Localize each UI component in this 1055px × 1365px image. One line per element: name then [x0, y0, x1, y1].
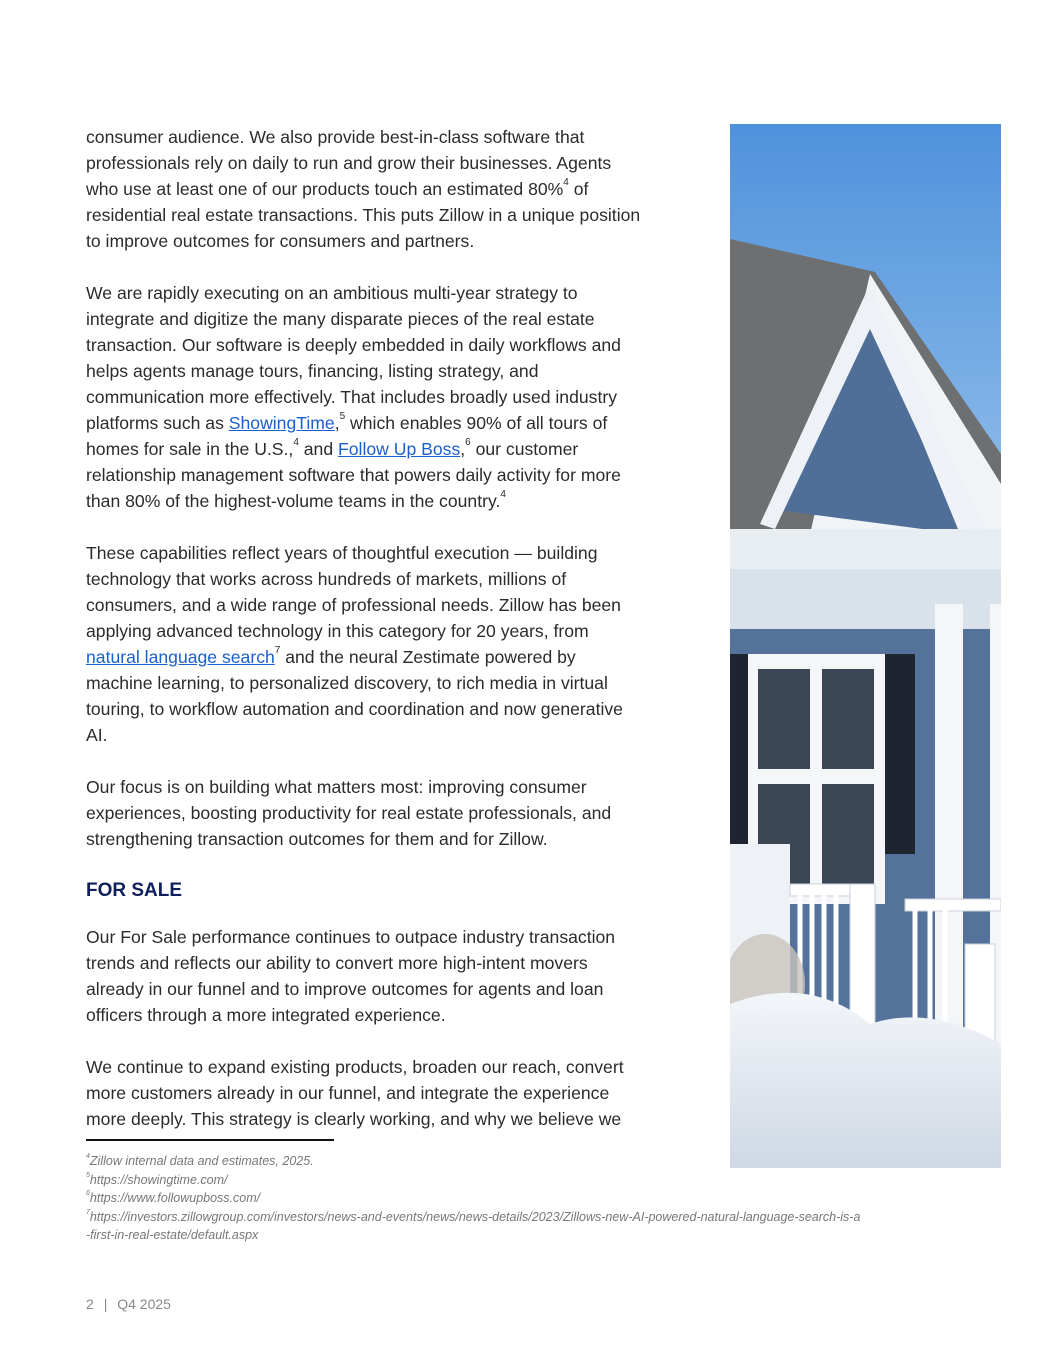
footnote-ref: 5 [339, 411, 346, 422]
text-line [86, 306, 706, 332]
footnote-text[interactable]: https://investors.zillowgroup.com/investors/news-and-events/news/news-details/2023/Zillows-new-AI-powered-natural-language-search-is-a [89, 1209, 861, 1224]
footnote-ref: 4 [563, 177, 569, 188]
footnote-ref: 6 [465, 437, 471, 448]
footnote [86, 1189, 860, 1208]
text-line [86, 1002, 706, 1028]
footnote-ref: 4 [500, 489, 506, 500]
text-line [86, 592, 706, 618]
page-footer [86, 1296, 171, 1312]
text-run: Our For Sale performance continues to outpace industry transaction [86, 927, 616, 947]
text-line [86, 436, 706, 462]
footnote-number: 7 [86, 1208, 90, 1216]
footnote-number: 6 [86, 1190, 90, 1197]
text-line [86, 540, 706, 566]
text-line [86, 176, 706, 202]
footnote-divider [86, 1139, 334, 1141]
text-run: of [568, 179, 589, 199]
text-run: professionals rely on daily to run and grow their businesses. Agents [86, 153, 612, 173]
text-run: who use at least one of our products touch an estimated 80% [86, 179, 564, 199]
paragraph-gap [86, 748, 706, 774]
text-line [86, 410, 706, 436]
report-period: Q4 2025 [117, 1296, 171, 1312]
text-line [86, 332, 706, 358]
text-run: , [334, 413, 340, 433]
paragraph-gap [86, 1028, 706, 1054]
text-run: We are rapidly executing on an ambitious multi-year strategy to [86, 283, 578, 303]
text-line [86, 976, 706, 1002]
footnote-ref: 7 [274, 645, 281, 656]
footnote-text: Zillow internal data and estimates, 2025. [89, 1154, 314, 1168]
footnote-text[interactable]: -first-in-real-estate/default.aspx [86, 1228, 259, 1242]
text-line [86, 774, 706, 800]
text-line [86, 488, 706, 514]
text-run: technology that works across hundreds of markets, millions of [86, 569, 567, 589]
text-line [86, 384, 706, 410]
text-run: residential real estate transactions. This puts Zillow in a unique position [86, 205, 641, 225]
text-run: machine learning, to personalized discovery, to rich media in virtual [86, 673, 608, 693]
footnote-text[interactable]: https://showingtime.com/ [89, 1172, 228, 1187]
text-run: We continue to expand existing products, broaden our reach, convert [86, 1057, 624, 1077]
text-run: trends and reflects our ability to convert more high-intent movers [86, 953, 588, 973]
paragraph [86, 1054, 706, 1132]
footer-separator: | [103, 1296, 108, 1312]
paragraph [86, 540, 706, 748]
inline-link[interactable]: natural language search [86, 647, 275, 667]
text-line [86, 826, 706, 852]
paragraph-gap [86, 514, 706, 540]
text-run: integrate and digitize the many disparate pieces of the real estate [86, 309, 595, 329]
section-heading: FOR SALE [86, 880, 183, 901]
text-run: Our focus is on building what matters most: improving consumer [86, 777, 587, 797]
footnote [86, 1226, 860, 1245]
text-line [86, 800, 706, 826]
text-line [86, 644, 706, 670]
paragraph [86, 924, 706, 1028]
text-line [86, 618, 706, 644]
text-line [86, 696, 706, 722]
text-run: relationship management software that powers daily activity for more [86, 465, 621, 485]
footnote [86, 1208, 860, 1227]
text-run: touring, to workflow automation and coordination and now generative [86, 699, 623, 719]
paragraph [86, 280, 706, 514]
page-number: 2 [86, 1296, 94, 1312]
text-run: , [460, 439, 466, 459]
text-run: and the neural Zestimate powered by [280, 647, 576, 667]
text-line [86, 202, 706, 228]
inline-link[interactable]: Follow Up Boss [338, 439, 461, 459]
paragraph-gap [86, 254, 706, 280]
text-run: than 80% of the highest-volume teams in the country. [86, 491, 501, 511]
text-run: These capabilities reflect years of thoughtful execution — building [86, 543, 598, 563]
text-run: to improve outcomes for consumers and partners. [86, 231, 475, 251]
body-text [86, 124, 706, 1132]
inline-link[interactable]: ShowingTime [228, 413, 335, 433]
text-run: experiences, boosting productivity for real estate professionals, and [86, 803, 612, 823]
house-photo [730, 124, 1001, 1168]
text-run: applying advanced technology in this category for 20 years, from [86, 621, 589, 641]
footnote-number: 4 [86, 1153, 90, 1160]
text-line [86, 1054, 706, 1080]
text-run: transaction. Our software is deeply embedded in daily workflows and [86, 335, 621, 355]
text-line [86, 670, 706, 696]
paragraph [86, 774, 706, 852]
text-line [86, 1106, 706, 1132]
text-run: and [298, 439, 339, 459]
text-line [86, 950, 706, 976]
text-line [86, 924, 706, 950]
text-line [86, 358, 706, 384]
text-line [86, 228, 706, 254]
text-run: communication more effectively. That includes broadly used industry [86, 387, 618, 407]
text-run: consumer audience. We also provide best-in-class software that [86, 127, 585, 147]
text-run: more deeply. This strategy is clearly working, and why we believe we [86, 1109, 622, 1129]
text-line [86, 566, 706, 592]
text-line [86, 280, 706, 306]
text-line [86, 722, 706, 748]
text-line [86, 1080, 706, 1106]
text-run: platforms such as [86, 413, 229, 433]
footnote-text[interactable]: https://www.followupboss.com/ [89, 1191, 261, 1205]
text-run: homes for sale in the U.S., [86, 439, 294, 459]
footnote-ref: 4 [293, 437, 299, 448]
footnote-number: 5 [86, 1171, 90, 1179]
text-run: strengthening transaction outcomes for them and for Zillow. [86, 829, 548, 849]
footnote [86, 1171, 860, 1190]
text-run: officers through a more integrated experience. [86, 1005, 446, 1025]
text-run: our customer [470, 439, 579, 459]
text-run: consumers, and a wide range of professional needs. Zillow has been [86, 595, 621, 615]
text-run: helps agents manage tours, financing, listing strategy, and [86, 361, 539, 381]
text-run: AI. [86, 725, 108, 745]
text-line [86, 462, 706, 488]
paragraph [86, 124, 706, 254]
paragraph-gap [86, 852, 706, 878]
text-line [86, 150, 706, 176]
text-run: already in our funnel and to improve outcomes for agents and loan [86, 979, 604, 999]
text-run: more customers already in our funnel, and integrate the experience [86, 1083, 610, 1103]
text-line [86, 124, 706, 150]
text-run: which enables 90% of all tours of [345, 413, 608, 433]
